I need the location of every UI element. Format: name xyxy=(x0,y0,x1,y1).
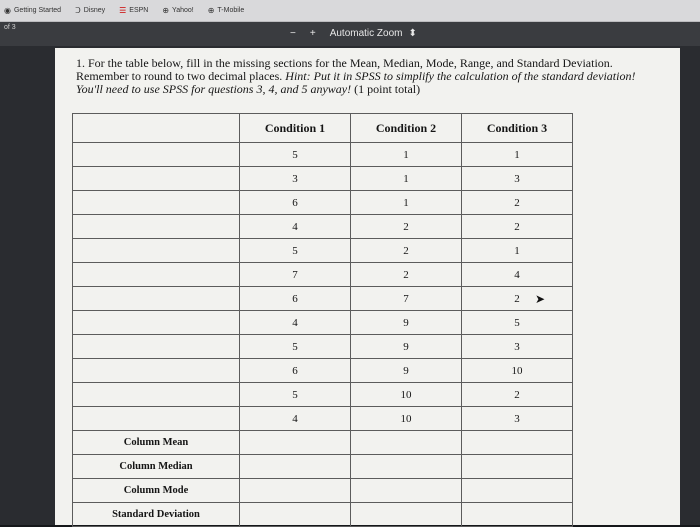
table-cell: 6 xyxy=(240,191,351,215)
question-text xyxy=(76,57,636,96)
table-row xyxy=(73,455,573,479)
table-body xyxy=(73,143,573,527)
table-cell xyxy=(240,431,351,455)
table-cell: 10 xyxy=(351,383,462,407)
pdf-toolbar xyxy=(0,22,700,46)
bookmark-label: T-Mobile xyxy=(217,7,245,14)
row-label-cell xyxy=(73,239,240,263)
table-row xyxy=(73,263,573,287)
bookmark-getting-started[interactable] xyxy=(4,7,61,15)
table-row xyxy=(73,335,573,359)
table-cell: 5 xyxy=(240,239,351,263)
table-row xyxy=(73,383,573,407)
globe-icon: ⊕ xyxy=(207,5,215,15)
question-hint: Hint: Put it in SPSS to simplify the calculation of the standard deviation! You'll need to use SPSS for questions 3, 4, and 5 anyway! xyxy=(76,69,636,96)
row-label-cell xyxy=(73,311,240,335)
row-label-cell xyxy=(73,335,240,359)
row-label-cell xyxy=(73,383,240,407)
table-cell: 1 xyxy=(462,239,573,263)
row-label-cell: Column Mode xyxy=(73,479,240,503)
bookmark-label: Yahoo! xyxy=(172,7,194,14)
row-label-cell xyxy=(73,263,240,287)
table-cell: 3 xyxy=(462,167,573,191)
espn-icon: ☰ xyxy=(119,5,127,15)
table-row xyxy=(73,407,573,431)
question-points: (1 point total) xyxy=(351,82,421,96)
table-cell: 10 xyxy=(462,359,573,383)
bookmark-label: Getting Started xyxy=(13,7,62,14)
zoom-in-button[interactable]: + xyxy=(309,28,316,39)
table-header: Condition 2 xyxy=(351,114,462,143)
mouse-cursor-icon: ➤ xyxy=(535,292,546,306)
row-label-cell xyxy=(73,407,240,431)
bookmark-yahoo[interactable] xyxy=(162,7,193,15)
table-cell: 9 xyxy=(351,359,462,383)
table-cell: 2 xyxy=(351,263,462,287)
table-cell: 4 xyxy=(462,263,573,287)
table-row xyxy=(73,167,573,191)
table-cell: 1 xyxy=(351,191,462,215)
table-cell: 5 xyxy=(240,143,351,167)
table-row xyxy=(73,503,573,527)
table-header: Condition 3 xyxy=(462,114,573,143)
table-cell: 1 xyxy=(462,143,573,167)
row-label-cell: Column Mean xyxy=(73,431,240,455)
bookmark-espn[interactable] xyxy=(119,7,148,15)
bookmarks-bar xyxy=(0,0,700,22)
table-header xyxy=(73,114,240,143)
table-cell xyxy=(351,479,462,503)
table-cell: 3 xyxy=(240,167,351,191)
table-row xyxy=(73,311,573,335)
row-label-cell: Standard Deviation xyxy=(73,503,240,527)
row-label-cell xyxy=(73,287,240,311)
row-label-cell xyxy=(73,215,240,239)
table-cell: 9 xyxy=(351,335,462,359)
table-cell xyxy=(462,455,573,479)
table-cell: 2 xyxy=(351,239,462,263)
table-row xyxy=(73,359,573,383)
table-cell: 2 xyxy=(351,215,462,239)
table-cell: 2 xyxy=(462,215,573,239)
bookmark-disney[interactable] xyxy=(75,7,105,15)
table-cell: 2 xyxy=(462,191,573,215)
table-cell xyxy=(462,431,573,455)
table-cell xyxy=(351,503,462,527)
page-count: of 3 xyxy=(4,24,16,31)
table-cell: 5 xyxy=(240,383,351,407)
table-cell: 1 xyxy=(351,143,462,167)
table-cell: 5 xyxy=(240,335,351,359)
table-cell xyxy=(351,431,462,455)
bookmark-label: Disney xyxy=(83,7,106,14)
table-cell: 4 xyxy=(240,311,351,335)
table-row xyxy=(73,287,573,311)
question-intro: 1. For the table below, fill in the missing sections for the Mean, Median, Mode, Range, and Standard Deviation. Remember to round to two decimal places. xyxy=(76,56,613,83)
row-label-cell xyxy=(73,143,240,167)
row-label-cell xyxy=(73,359,240,383)
row-label-cell: Column Median xyxy=(73,455,240,479)
zoom-controls xyxy=(290,29,417,39)
zoom-out-button[interactable]: − xyxy=(290,28,296,39)
table-cell: 3 xyxy=(462,407,573,431)
disney-icon: Ↄ xyxy=(75,5,81,15)
bookmark-t-mobile[interactable] xyxy=(208,7,245,15)
table-cell: 3 xyxy=(462,335,573,359)
table-cell xyxy=(462,503,573,527)
table-cell: 6 xyxy=(240,287,351,311)
table-header: Condition 1 xyxy=(240,114,351,143)
row-label-cell xyxy=(73,167,240,191)
globe-icon: ⊕ xyxy=(162,5,170,15)
table-row xyxy=(73,191,573,215)
table-cell: 4 xyxy=(240,407,351,431)
table-cell: 7 xyxy=(351,287,462,311)
table-cell xyxy=(240,455,351,479)
table-cell xyxy=(240,479,351,503)
bookmark-label: ESPN xyxy=(129,7,149,14)
table-cell xyxy=(240,503,351,527)
row-label-cell xyxy=(73,191,240,215)
table-cell: 1 xyxy=(351,167,462,191)
data-table xyxy=(72,113,573,527)
table-cell: 5 xyxy=(462,311,573,335)
table-cell: 6 xyxy=(240,359,351,383)
table-cell: 2 xyxy=(462,383,573,407)
table-row xyxy=(73,479,573,503)
table-row xyxy=(73,215,573,239)
table-header-row xyxy=(73,114,573,143)
table-cell xyxy=(351,455,462,479)
table-cell: 10 xyxy=(351,407,462,431)
chevron-updown-icon: ⬍ xyxy=(408,28,417,39)
table-row xyxy=(73,239,573,263)
table-cell: 4 xyxy=(240,215,351,239)
table-cell xyxy=(462,479,573,503)
table-cell: 7 xyxy=(240,263,351,287)
table-row xyxy=(73,431,573,455)
table-cell: 9 xyxy=(351,311,462,335)
table-row xyxy=(73,143,573,167)
zoom-select[interactable] xyxy=(330,29,417,39)
zoom-label: Automatic Zoom xyxy=(329,28,403,39)
table-cell: 2 xyxy=(462,287,573,311)
firefox-icon: ◉ xyxy=(4,5,11,15)
